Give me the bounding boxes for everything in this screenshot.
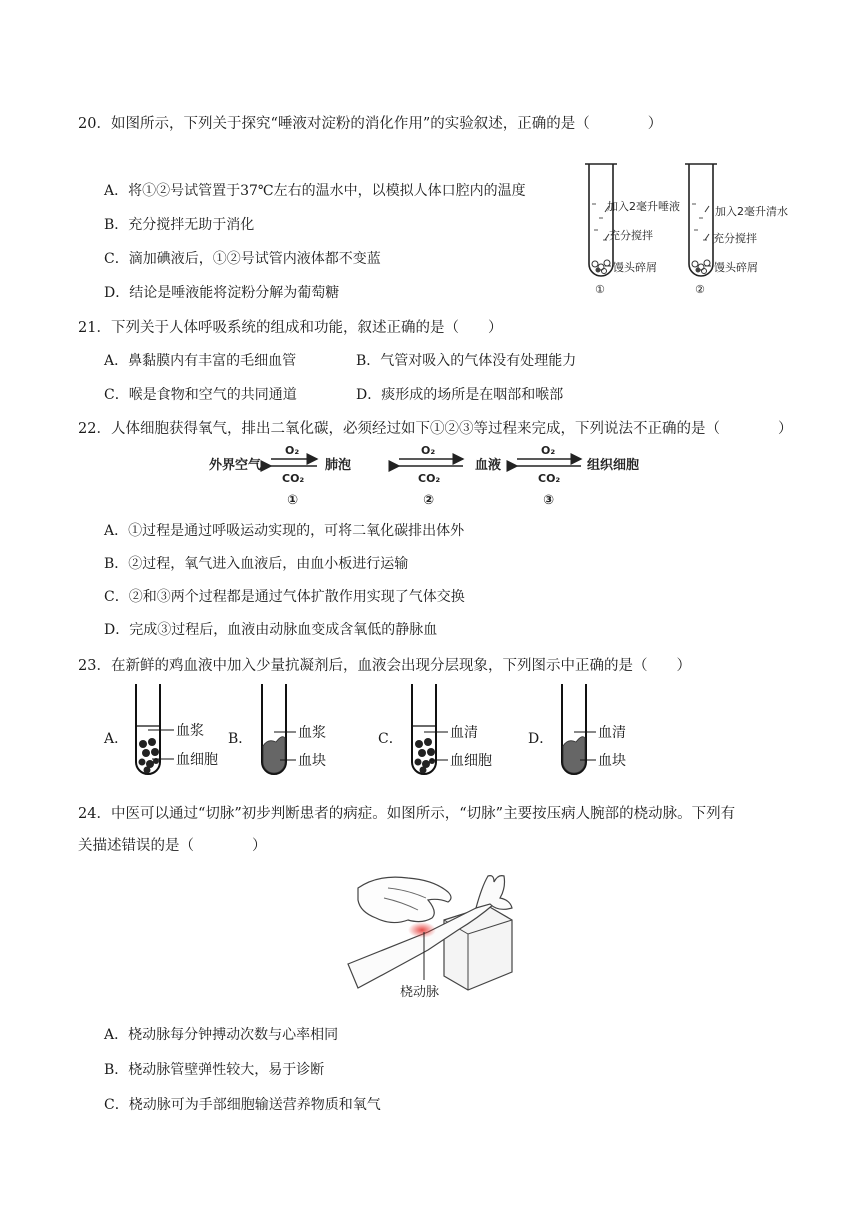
q23-d-top-label: 血清: [598, 725, 626, 741]
q23-b-top-label: 血浆: [298, 725, 326, 741]
q22-option-a: A．①过程是通过呼吸运动实现的，可将二氧化碳排出体外: [104, 523, 465, 539]
tube2-add-label: 加入2毫升清水: [715, 205, 788, 218]
q20-option-c: C．滴加碘液后，①②号试管内液体都不变蓝: [104, 251, 381, 267]
q21-option-d: D．痰形成的场所是在咽部和喉部: [356, 387, 564, 403]
q23-choice-d-letter: D．: [528, 731, 554, 747]
q22-option-b: B．②过程，氧气进入血液后，由血小板进行运输: [104, 556, 409, 572]
q23-stem: 23．在新鲜的鸡血液中加入少量抗凝剂后，血液会出现分层现象，下列图示中正确的是（ ）: [78, 658, 691, 674]
process3-o2: O₂: [541, 444, 556, 457]
q24-option-c: C．桡动脉可为手部细胞输送营养物质和氧气: [104, 1097, 381, 1113]
tube2-crumbs-label: 馒头碎屑: [714, 261, 758, 274]
q21-option-c: C．喉是食物和空气的共同通道: [104, 387, 297, 403]
q23-d-bottom-label: 血块: [598, 753, 626, 769]
q20-option-a: A．将①②号试管置于37℃左右的温水中，以模拟人体口腔内的温度: [104, 183, 526, 199]
node-alveoli: 肺泡: [325, 458, 352, 473]
q23-choice-b-letter: B．: [228, 731, 253, 747]
q23-a-bottom-label: 血细胞: [176, 752, 218, 768]
node-tissue-cells: 组织细胞: [587, 458, 640, 473]
q21-stem: 21．下列关于人体呼吸系统的组成和功能，叙述正确的是（ ）: [78, 320, 503, 336]
test-tube-2: [685, 164, 717, 276]
q24-option-b: B．桡动脉管壁弹性较大，易于诊断: [104, 1062, 325, 1078]
process3-co2: CO₂: [538, 472, 561, 485]
tube1-stir-label: 充分搅拌: [609, 229, 653, 242]
q23-c-bottom-label: 血细胞: [450, 753, 492, 769]
q23-c-top-label: 血清: [450, 725, 478, 741]
node-blood: 血液: [475, 458, 502, 473]
q23-tube-b: [254, 682, 374, 782]
process1-number: ①: [287, 493, 299, 508]
q22-stem: 22．人体细胞获得氧气，排出二氧化碳，必须经过如下①②③等过程来完成，下列说法不正确的是（ ）: [78, 421, 793, 437]
process1-o2: O₂: [285, 444, 300, 457]
q23-choice-c-letter: C．: [378, 731, 403, 747]
q20-test-tube-figure: [575, 160, 788, 300]
process2-number: ②: [423, 493, 435, 508]
q20-option-b: B．充分搅拌无助于消化: [104, 217, 255, 233]
q23-b-bottom-label: 血块: [298, 753, 326, 769]
node-outside-air: 外界空气: [209, 458, 262, 473]
q24-pulse-figure: [348, 868, 518, 1008]
q24-stem-line1: 24．中医可以通过“切脉”初步判断患者的病症。如图所示，“切脉”主要按压病人腕部的桡动脉。下列有: [78, 806, 736, 822]
tube1-add-label: 加入2毫升唾液: [607, 200, 680, 213]
test-tube-1: [585, 164, 617, 276]
process1-co2: CO₂: [282, 472, 305, 485]
q24-stem-line2: 关描述错误的是（ ）: [78, 838, 267, 854]
q23-choice-a-letter: A．: [104, 731, 129, 747]
q23-tube-d: [554, 682, 674, 782]
q23-a-top-label: 血浆: [176, 723, 204, 739]
q21-option-a: A．鼻黏膜内有丰富的毛细血管: [104, 353, 297, 369]
q21-option-b: B．气管对吸入的气体没有处理能力: [356, 353, 577, 369]
process3-number: ③: [543, 493, 555, 508]
q24-radial-artery-label: 桡动脉: [400, 985, 440, 1000]
tube1-number: ①: [595, 283, 605, 296]
q22-option-c: C．②和③两个过程都是通过气体扩散作用实现了气体交换: [104, 589, 465, 605]
q22-option-d: D．完成③过程后，血液由动脉血变成含氧低的静脉血: [104, 622, 438, 638]
q22-gas-exchange-diagram: [205, 440, 655, 514]
tube1-crumbs-label: 馒头碎屑: [613, 261, 657, 274]
q24-option-a: A．桡动脉每分钟搏动次数与心率相同: [104, 1027, 339, 1043]
q20-option-d: D．结论是唾液能将淀粉分解为葡萄糖: [104, 285, 340, 301]
tube2-stir-label: 充分搅拌: [713, 232, 757, 245]
process2-o2: O₂: [421, 444, 436, 457]
q23-tube-c: [404, 682, 544, 782]
q20-stem: 20．如图所示，下列关于探究“唾液对淀粉的消化作用”的实验叙述，正确的是（ ）: [78, 116, 663, 132]
process2-co2: CO₂: [418, 472, 441, 485]
tube2-number: ②: [695, 283, 705, 296]
